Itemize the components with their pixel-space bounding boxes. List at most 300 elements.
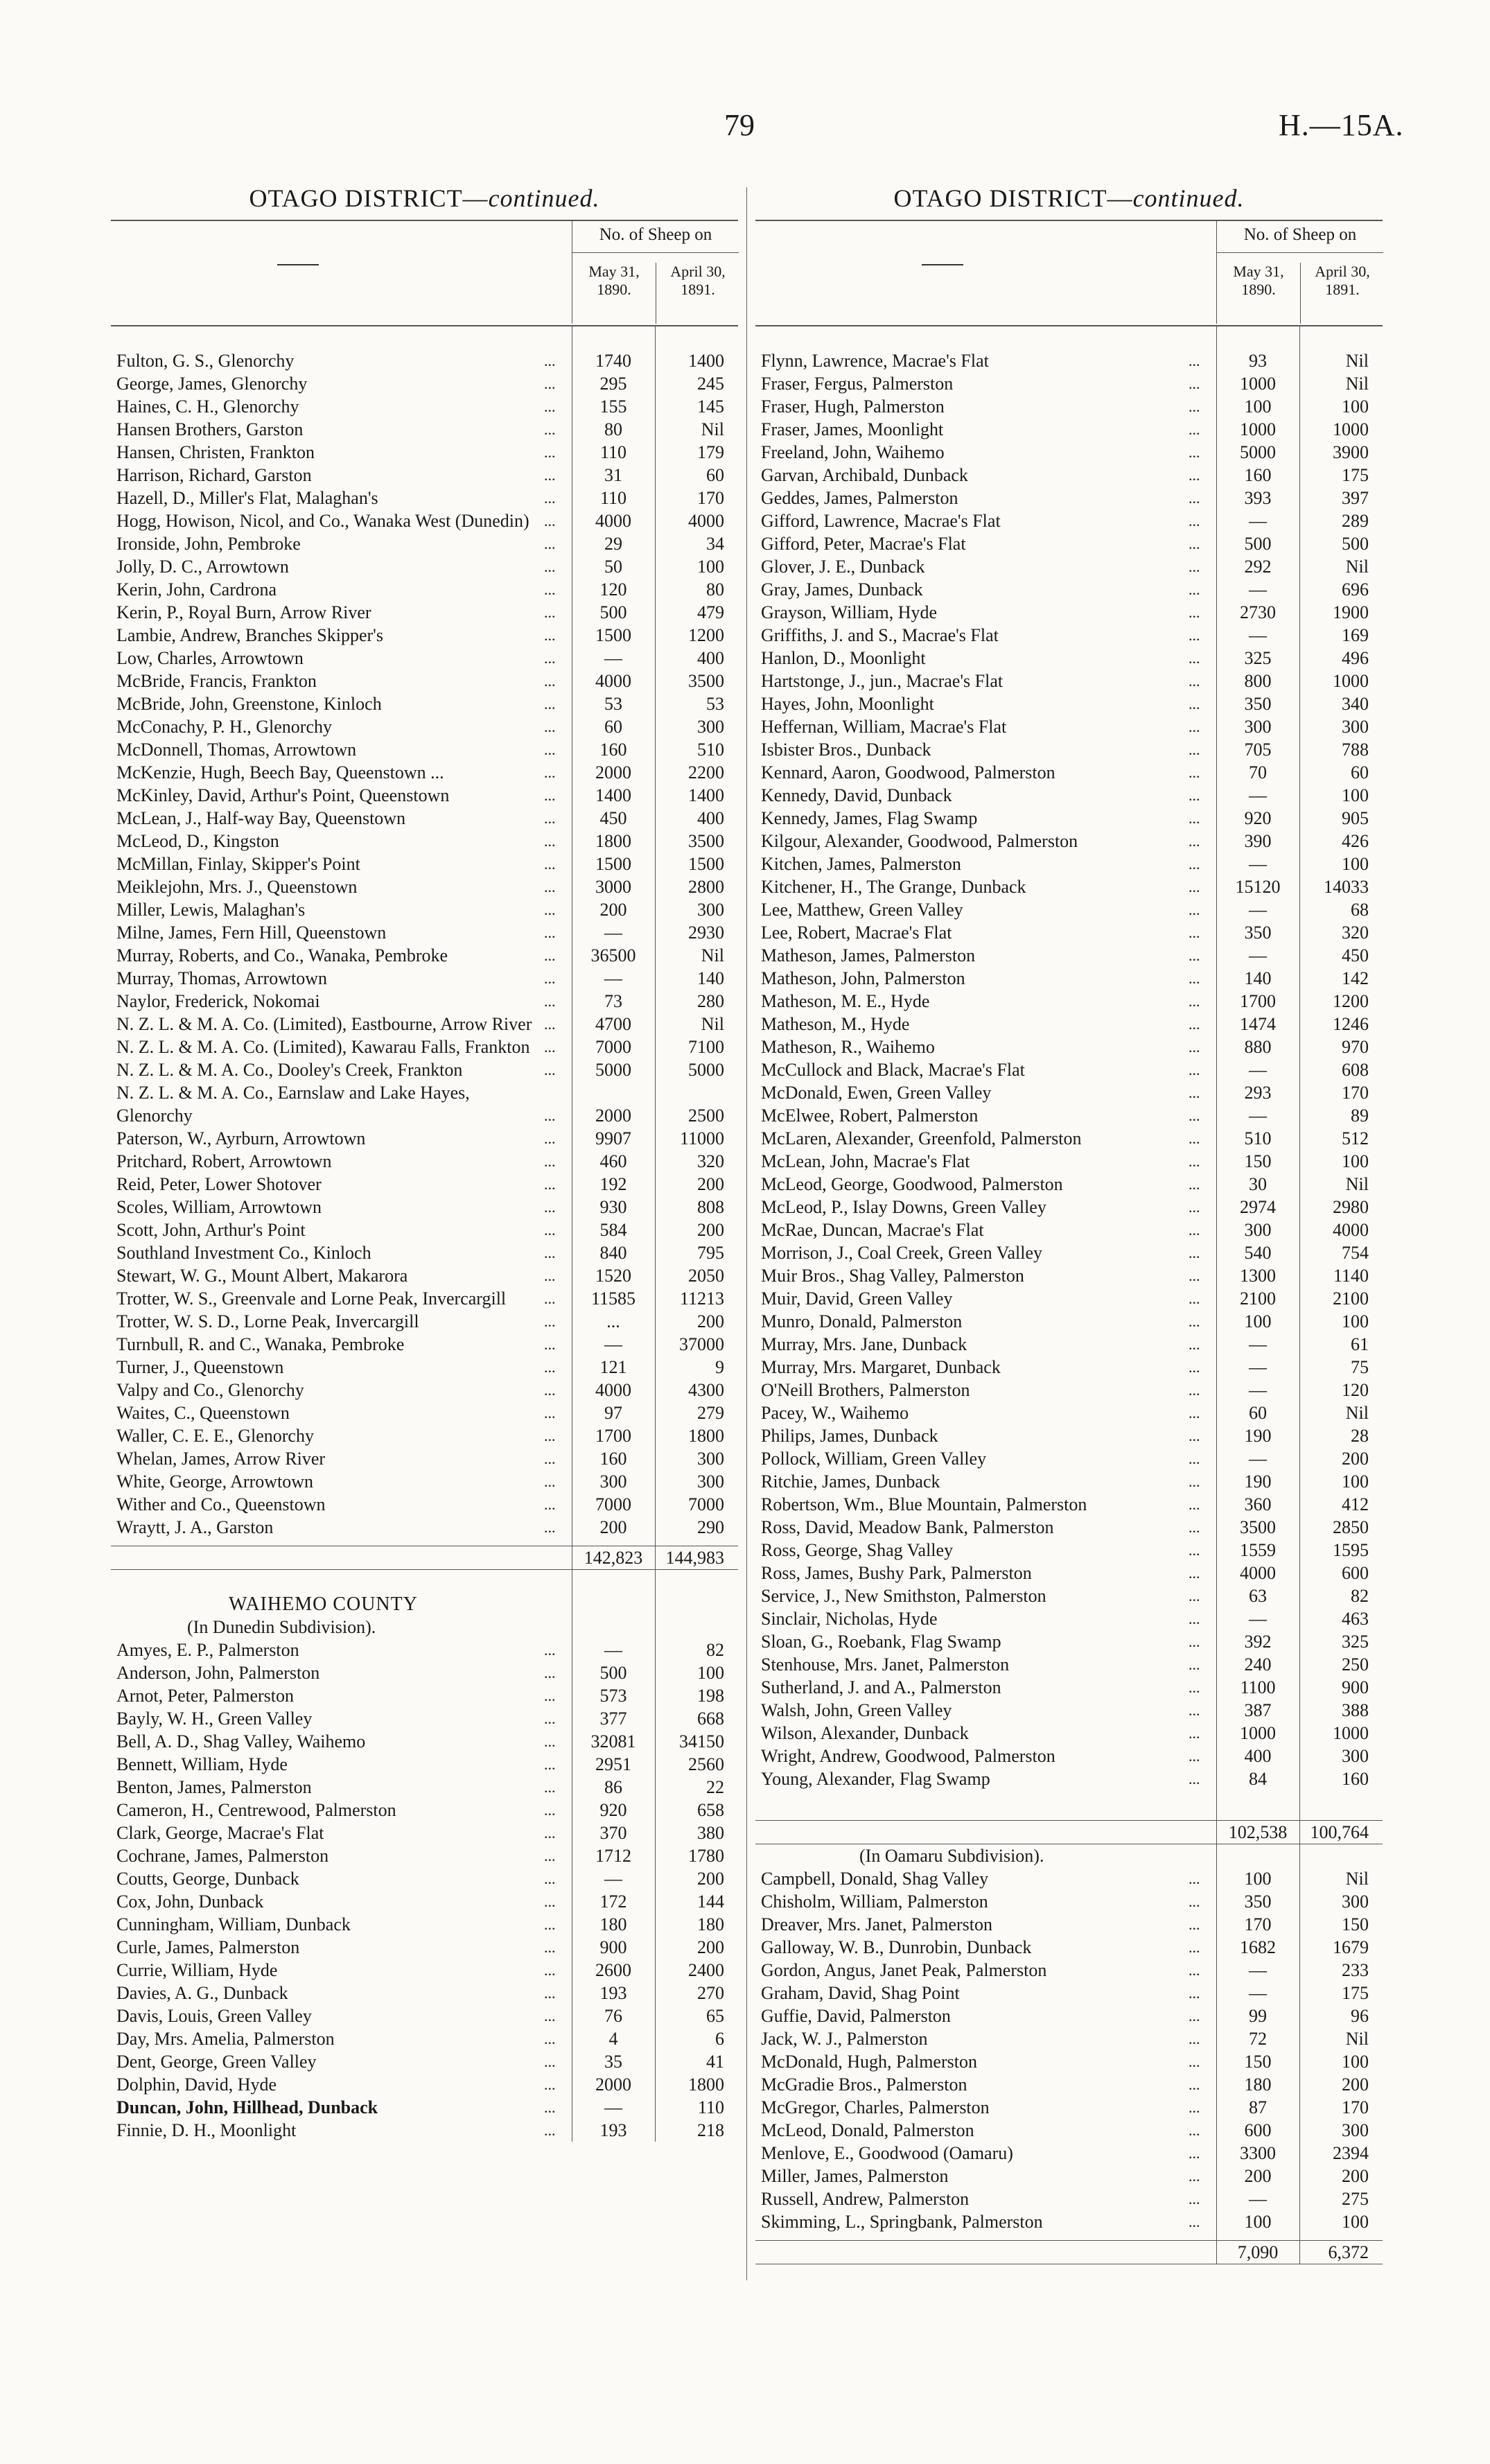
leader-dots: ... (544, 1153, 556, 1170)
table-row (111, 1936, 738, 1959)
holder-name: Guffie, David, Palmerston (761, 2006, 951, 2026)
sheep-1890: 705 (1244, 740, 1272, 760)
sheep-1891: 142 (1342, 968, 1369, 988)
sheep-1891: 53 (706, 694, 724, 714)
holder-name: Matheson, M. E., Hyde (761, 991, 930, 1011)
leader-dots: ... (544, 1733, 556, 1750)
leader-dots: ... (1189, 1153, 1200, 1170)
holder-name: Morrison, J., Coal Creek, Green Valley (761, 1243, 1043, 1263)
name-column-header (277, 264, 319, 265)
sheep-1891: 175 (1342, 465, 1369, 485)
leader-dots: ... (1189, 2167, 1200, 2185)
table-row (111, 1356, 738, 1379)
holder-name: Geddes, James, Palmerston (761, 488, 958, 508)
sheep-1891: 60 (706, 465, 724, 485)
holder-name: N. Z. L. & M. A. Co., Earnslaw and Lake Hayes, Glenorchy (116, 1083, 470, 1126)
leader-dots: ... (1189, 787, 1200, 804)
table-row (755, 807, 1383, 830)
table-row (111, 1516, 738, 1539)
leader-dots: ... (1189, 810, 1200, 827)
sheep-1891: 600 (1342, 1563, 1369, 1583)
sheep-1891: 41 (706, 2052, 724, 2072)
sheep-1891: 1200 (688, 625, 724, 645)
sheep-1891: 100 (1342, 2052, 1369, 2072)
leader-dots: ... (1189, 672, 1200, 690)
holder-name: McKenzie, Hugh, Beech Bay, Queenstown ... (116, 762, 444, 783)
leader-dots: ... (544, 695, 556, 713)
leader-dots: ... (544, 1519, 556, 1536)
leader-dots: ... (1189, 1290, 1200, 1307)
sheep-1890: 510 (1244, 1128, 1272, 1148)
sheep-1891: 380 (697, 1823, 724, 1843)
holder-name: Waites, C., Queenstown (116, 1403, 290, 1423)
table-row (111, 1401, 738, 1424)
sheep-1890: 4000 (595, 1380, 631, 1400)
table-row (755, 1584, 1383, 1607)
leader-dots: ... (1189, 2030, 1200, 2047)
table-row (755, 1127, 1383, 1150)
table-row (111, 1821, 738, 1844)
sheep-1891: 100 (1342, 1151, 1369, 1171)
sheep-1891: 300 (1342, 1891, 1369, 1912)
leader-dots: ... (544, 352, 556, 369)
sheep-1891: 1000 (1333, 671, 1369, 691)
leader-dots: ... (544, 741, 556, 758)
table-row (111, 875, 738, 898)
leader-dots: ... (544, 787, 556, 804)
table-row (111, 1424, 738, 1447)
table-row (755, 670, 1383, 692)
sheep-1891: 300 (697, 900, 724, 920)
sheep-1891: 450 (1342, 945, 1369, 965)
leader-dots: ... (1189, 1770, 1200, 1788)
leader-dots: ... (544, 1664, 556, 1681)
col-may-1890: May 31, 1890. (588, 263, 640, 298)
leader-dots: ... (544, 1038, 556, 1056)
sheep-1890: — (1249, 945, 1267, 965)
sheep-1890: 2000 (595, 2074, 631, 2095)
leader-dots: ... (1189, 832, 1200, 850)
holder-name: Gifford, Peter, Macrae's Flat (761, 534, 966, 554)
table-row (755, 1493, 1383, 1516)
leader-dots: ... (544, 649, 556, 667)
table-row (755, 1516, 1383, 1539)
sheep-1890: 32081 (590, 1731, 636, 1751)
table-row (755, 967, 1383, 990)
table-row (755, 830, 1383, 853)
holder-name: Dreaver, Mrs. Janet, Palmerston (761, 1914, 992, 1934)
sheep-1891: 200 (1342, 1449, 1369, 1469)
table-row (111, 1684, 738, 1707)
sheep-1890: 53 (604, 694, 622, 714)
table-row (755, 738, 1383, 761)
leader-dots: ... (544, 1198, 556, 1216)
holder-name: Waller, C. E. E., Glenorchy (116, 1426, 314, 1446)
leader-dots: ... (1189, 1870, 1200, 1887)
holder-name: Low, Charles, Arrowtown (116, 648, 304, 668)
table-row (111, 1844, 738, 1867)
sheep-1890: 4000 (595, 671, 631, 691)
sheep-1891: 275 (1342, 2189, 1369, 2209)
sheep-1891: 970 (1342, 1037, 1369, 1057)
table-row (755, 1890, 1383, 1913)
sheep-1891: Nil (1345, 1869, 1369, 1889)
sheep-1890: 350 (1244, 1891, 1272, 1912)
sheep-1891: 1140 (1333, 1266, 1369, 1286)
sheep-1890: 350 (1244, 923, 1272, 943)
holder-name: Wright, Andrew, Goodwood, Palmerston (761, 1746, 1055, 1766)
holder-name: Munro, Donald, Palmerston (761, 1311, 963, 1331)
holder-name: Matheson, James, Palmerston (761, 945, 976, 965)
leader-dots: ... (1189, 878, 1200, 895)
sheep-1890: 2974 (1240, 1197, 1276, 1217)
sheep-1890: 200 (599, 1517, 627, 1537)
table-row (111, 1150, 738, 1173)
sheep-1890: 2730 (1240, 602, 1276, 622)
leader-dots: ... (1189, 1656, 1200, 1673)
sheep-1891: 900 (1342, 1677, 1369, 1697)
sheep-1891: 500 (1342, 534, 1369, 554)
county-heading: WAIHEMO COUNTY (229, 1593, 418, 1615)
table-row (755, 2142, 1383, 2165)
leader-dots: ... (544, 855, 556, 873)
leader-dots: ... (544, 2122, 556, 2139)
leader-dots: ... (544, 1473, 556, 1490)
table-row (755, 1867, 1383, 1890)
sheep-1890: 1474 (1240, 1014, 1276, 1034)
holder-name: Muir, David, Green Valley (761, 1288, 953, 1309)
sheep-1890: 110 (599, 442, 627, 462)
table-row (755, 2165, 1383, 2187)
sheep-1891: 179 (697, 442, 724, 462)
holder-name: Freeland, John, Waihemo (761, 442, 945, 462)
sheep-1890: 86 (604, 1777, 622, 1797)
leader-dots: ... (544, 1176, 556, 1193)
page-number: 79 (724, 108, 755, 142)
sheep-1890: 377 (599, 1709, 627, 1729)
sheep-1890: 7000 (595, 1494, 631, 1514)
sheep-1890: 121 (599, 1357, 627, 1377)
holder-name: N. Z. L. & M. A. Co. (Limited), Eastbourne, Arrow River (116, 1014, 532, 1034)
table-row (755, 1745, 1383, 1767)
sheep-1890: 193 (599, 2120, 627, 2140)
table-row (755, 1058, 1383, 1081)
leader-dots: ... (544, 810, 556, 827)
sheep-1890: 160 (1244, 465, 1272, 485)
table-row (755, 898, 1383, 921)
sheep-1890: 36500 (590, 945, 636, 965)
holder-name: Fraser, Fergus, Palmerston (761, 374, 954, 394)
holder-name: Murray, Thomas, Arrowtown (116, 968, 328, 988)
holder-name: Naylor, Frederick, Nokomai (116, 991, 320, 1011)
sheep-1890: 295 (599, 374, 627, 394)
table-row (111, 2096, 738, 2119)
leader-dots: ... (1189, 2190, 1200, 2208)
sheep-1890: 900 (599, 1937, 627, 1957)
table-row (755, 1264, 1383, 1287)
leader-dots: ... (1189, 1633, 1200, 1650)
holder-name: Kennard, Aaron, Goodwood, Palmerston (761, 762, 1055, 783)
leader-dots: ... (544, 1061, 556, 1078)
sheep-1890: ... (606, 1311, 620, 1331)
table-row (111, 349, 738, 372)
sheep-1891: 2930 (688, 923, 724, 943)
right-column (755, 184, 1383, 2264)
table-row (755, 1699, 1383, 1722)
table-row (755, 1539, 1383, 1562)
sheep-1891: 200 (697, 1937, 724, 1957)
leader-dots: ... (544, 2030, 556, 2047)
sheep-1891: 61 (1351, 1334, 1369, 1354)
table-row (111, 624, 738, 647)
leader-dots: ... (544, 1984, 556, 2002)
holder-name: Matheson, M., Hyde (761, 1014, 910, 1034)
holder-name: Flynn, Lawrence, Macrae's Flat (761, 351, 989, 371)
leader-dots: ... (1189, 2007, 1200, 2025)
sheep-1891: 1595 (1333, 1540, 1369, 1560)
sheep-1891: 75 (1351, 1357, 1369, 1377)
table-row (755, 1722, 1383, 1745)
holder-name: Muir Bros., Shag Valley, Palmerston (761, 1266, 1024, 1286)
leader-dots: ... (544, 1267, 556, 1284)
sheep-1890: 390 (1244, 831, 1272, 851)
table-row (111, 990, 738, 1013)
spacer (755, 1790, 1383, 1813)
leader-dots: ... (544, 947, 556, 964)
sheep-1890: 1800 (595, 831, 631, 851)
holder-name: Griffiths, J. and S., Macrae's Flat (761, 625, 999, 645)
table-row (111, 418, 738, 441)
table-row (755, 555, 1383, 578)
sheep-1890: 392 (1244, 1632, 1272, 1652)
table-row (755, 1959, 1383, 1982)
table-row (111, 830, 738, 853)
holder-name: Hazell, D., Miller's Flat, Malaghan's (116, 488, 378, 508)
holder-name: Kerin, John, Cardrona (116, 579, 277, 600)
holder-name: Cunningham, William, Dunback (116, 1914, 351, 1934)
leader-dots: ... (544, 1687, 556, 1704)
holder-name: McCullock and Black, Macrae's Flat (761, 1060, 1025, 1080)
holder-name: Davies, A. G., Dunback (116, 1983, 288, 2003)
leader-dots: ... (1189, 1221, 1200, 1239)
holder-name: Robertson, Wm., Blue Mountain, Palmerston (761, 1494, 1087, 1514)
sheep-1890: 1500 (595, 854, 631, 874)
sheep-1890: 110 (599, 488, 627, 508)
sheep-1890: 393 (1244, 488, 1272, 508)
sheep-1890: 180 (1244, 2074, 1272, 2095)
leader-dots: ... (544, 489, 556, 507)
sheep-1890: 573 (599, 1686, 627, 1706)
sheep-1890: 170 (1244, 1914, 1272, 1934)
sheep-1890: — (1249, 1060, 1267, 1080)
sheep-1890: — (1249, 2189, 1267, 2209)
sheep-1891: 6 (715, 2029, 724, 2049)
holder-name: Lambie, Andrew, Branches Skipper's (116, 625, 383, 645)
table-row (111, 2027, 738, 2050)
sheep-1890: 300 (1244, 1220, 1272, 1240)
sheep-1890: 35 (604, 2052, 622, 2072)
table-row (755, 1333, 1383, 1356)
sheep-1890: 3000 (595, 877, 631, 897)
sheep-1890: 840 (599, 1243, 627, 1263)
table-row (111, 601, 738, 624)
holder-name: Isbister Bros., Dunback (761, 740, 931, 760)
leader-dots: ... (1189, 1747, 1200, 1765)
leader-dots: ... (544, 1710, 556, 1727)
table-row (755, 509, 1383, 532)
total-label (755, 1821, 1189, 1844)
table-row (755, 1447, 1383, 1470)
sheep-1890: 3500 (1240, 1517, 1276, 1537)
holder-name: Fraser, James, Moonlight (761, 419, 944, 439)
sheep-1890: — (1249, 1609, 1267, 1629)
table-row (755, 1562, 1383, 1584)
holder-name: Gray, James, Dunback (761, 579, 923, 600)
leader-dots: ... (544, 1427, 556, 1444)
table-row (755, 1287, 1383, 1310)
sheep-1891: 696 (1342, 579, 1369, 600)
table-row (111, 1218, 738, 1241)
leader-dots: ... (544, 901, 556, 918)
sheep-1891: 2200 (688, 762, 724, 783)
holder-name: Arnot, Peter, Palmerston (116, 1686, 295, 1706)
holder-name: Glover, J. E., Dunback (761, 557, 925, 577)
sheep-1891: 300 (697, 1449, 724, 1469)
leader-dots: ... (1189, 1610, 1200, 1627)
sheep-1890: 292 (1244, 557, 1272, 577)
sheep-1891: 320 (1342, 923, 1369, 943)
sheep-1891: 3900 (1333, 442, 1369, 462)
sheep-1890: 1100 (1240, 1677, 1276, 1697)
sheep-1890: 930 (599, 1197, 627, 1217)
sheep-1890: 370 (599, 1823, 627, 1843)
table-row (755, 1356, 1383, 1379)
leader-dots: ... (544, 764, 556, 781)
sheep-1891: 2560 (688, 1754, 724, 1774)
holder-name: McKinley, David, Arthur's Point, Queenstown (116, 785, 450, 805)
sheep-1890: 1300 (1240, 1266, 1276, 1286)
sheep-1890: 180 (599, 1914, 627, 1934)
holder-name: Scoles, William, Arrowtown (116, 1197, 322, 1217)
sheep-1890: 73 (604, 991, 622, 1011)
table-row (111, 1447, 738, 1470)
sheep-1890: 100 (1244, 1311, 1272, 1331)
total-row (755, 2240, 1383, 2264)
table-row (755, 944, 1383, 967)
sheep-1891: 7100 (688, 1037, 724, 1057)
sheep-1891: 300 (1342, 2120, 1369, 2140)
table-row (111, 647, 738, 670)
sheep-1891: Nil (701, 945, 724, 965)
col-april-1891: April 30, 1891. (656, 263, 739, 324)
sheep-1890: 50 (604, 557, 622, 577)
holder-name: McDonald, Hugh, Palmerston (761, 2052, 977, 2072)
sheep-1890: 29 (604, 534, 622, 554)
leader-dots: ... (544, 1939, 556, 1956)
sheep-1890: 800 (1244, 671, 1272, 691)
sheep-1891: 300 (1342, 1746, 1369, 1766)
sheep-1891: 28 (1351, 1426, 1369, 1446)
sheep-1891: 608 (1342, 1060, 1369, 1080)
leader-dots: ... (1189, 970, 1200, 987)
sheep-1891: 289 (1342, 511, 1369, 531)
sheep-1890: 155 (599, 396, 627, 417)
leader-dots: ... (1189, 2213, 1200, 2230)
leader-dots: ... (544, 2099, 556, 2116)
sheep-1890: 460 (599, 1151, 627, 1171)
sheep-1890: 500 (1244, 534, 1272, 554)
leader-dots: ... (1189, 695, 1200, 713)
holder-name: McElwee, Robert, Palmerston (761, 1106, 979, 1126)
holder-name: Meiklejohn, Mrs. J., Queenstown (116, 877, 358, 897)
leader-dots: ... (544, 398, 556, 415)
holder-name: McRae, Duncan, Macrae's Flat (761, 1220, 984, 1240)
sheep-1891: 4000 (1333, 1220, 1369, 1240)
leader-dots: ... (544, 1450, 556, 1467)
sheep-1890: — (1249, 1983, 1267, 2003)
holder-name: Matheson, R., Waihemo (761, 1037, 935, 1057)
sheep-1891: 37000 (679, 1334, 724, 1354)
leader-dots: ... (544, 375, 556, 392)
leader-dots: ... (544, 1801, 556, 1819)
leader-dots: ... (544, 718, 556, 735)
leader-dots: ... (544, 1336, 556, 1353)
leader-dots: ... (1189, 1587, 1200, 1605)
sheep-1891: 512 (1342, 1128, 1369, 1148)
table-row (111, 1867, 738, 1890)
table-row (755, 464, 1383, 487)
sheep-1891: 200 (1342, 2166, 1369, 2186)
leader-dots: ... (1189, 627, 1200, 644)
sheep-1891: 89 (1351, 1106, 1369, 1126)
holder-name: Pritchard, Robert, Arrowtown (116, 1151, 332, 1171)
table-row (755, 1036, 1383, 1058)
sheep-1890: 15120 (1235, 877, 1281, 897)
holder-name: McLean, John, Macrae's Flat (761, 1151, 970, 1171)
sheep-1891: 300 (1342, 717, 1369, 737)
table-row (111, 578, 738, 601)
holder-name: Southland Investment Co., Kinloch (116, 1243, 371, 1263)
leader-dots: ... (1189, 1893, 1200, 1910)
sheep-1891: 1780 (688, 1846, 724, 1866)
subdivision-heading: (In Dunedin Subdivision). (187, 1617, 376, 1637)
table-row (755, 441, 1383, 464)
holder-name: McLaren, Alexander, Greenfold, Palmerston (761, 1128, 1082, 1148)
sheep-1890: 2600 (595, 1960, 631, 1980)
sheep-1891: 200 (697, 1174, 724, 1194)
table-row (755, 761, 1383, 784)
sheep-1891: 100 (1342, 785, 1369, 805)
table-row (755, 784, 1383, 807)
sheep-1891: 250 (1342, 1654, 1369, 1675)
table-row (755, 1424, 1383, 1447)
sheep-1890: — (1249, 1380, 1267, 1400)
sheep-1891: 2850 (1333, 1517, 1369, 1537)
leader-dots: ... (1189, 2053, 1200, 2070)
holder-name: McLeod, P., Islay Downs, Green Valley (761, 1197, 1046, 1217)
sheep-1890: 172 (599, 1891, 627, 1912)
leader-dots: ... (1189, 1061, 1200, 1078)
leader-dots: ... (1189, 1038, 1200, 1056)
sheep-1891: 2400 (688, 1960, 724, 1980)
table-row (111, 487, 738, 509)
leader-dots: ... (1189, 1679, 1200, 1696)
table-row (755, 532, 1383, 555)
sheep-1890: — (1249, 785, 1267, 805)
sheep-1891: 1400 (688, 785, 724, 805)
table-row (755, 487, 1383, 509)
leader-dots: ... (544, 1107, 556, 1124)
